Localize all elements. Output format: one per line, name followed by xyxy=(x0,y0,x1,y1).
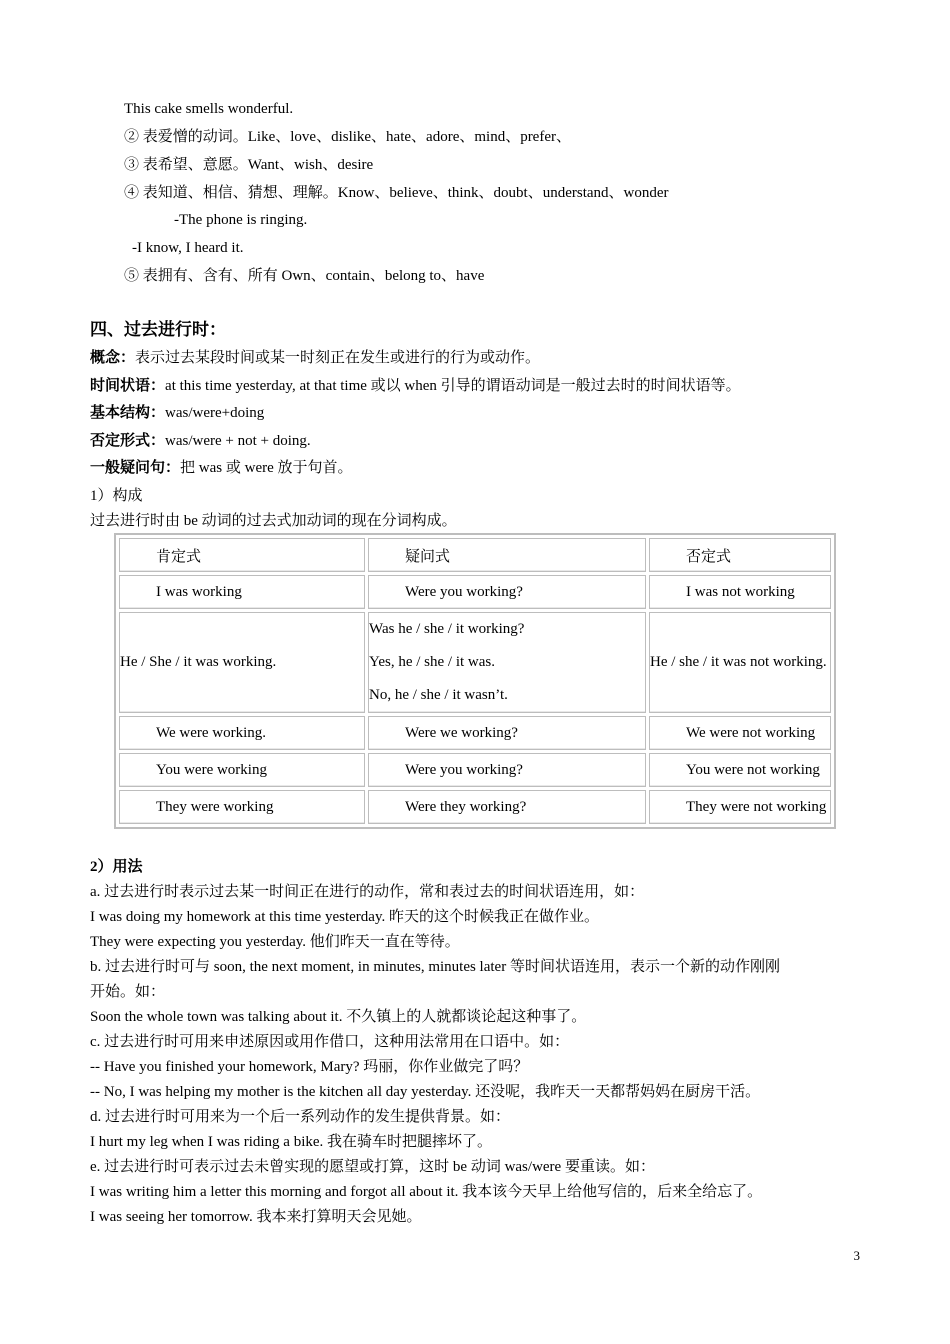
definition-text: at this time yesterday, at that time 或以 when 引导的谓语动词是一般过去时的时间状语等。 xyxy=(165,378,741,394)
cell-negative: You were not working xyxy=(649,753,831,787)
cell-affirmative: They were working xyxy=(119,790,365,824)
cell-affirmative: You were working xyxy=(119,753,365,787)
structure-text: 过去进行时由 be 动词的过去式加动词的现在分词构成。 xyxy=(90,513,457,529)
cell-negative: I was not working xyxy=(649,575,831,609)
usage-line: e. 过去进行时可表示过去未曾实现的愿望或打算，这时 be 动词 was/were 要重读。如： xyxy=(90,1159,655,1175)
cell-affirmative: We were working. xyxy=(119,716,365,750)
header-negative: 否定式 xyxy=(649,538,831,572)
intro-line: ③ 表希望、意愿。Want、wish、desire xyxy=(124,157,374,173)
intro-line: ④ 表知道、相信、猜想、理解。Know、believe、think、doubt、understand、wonder xyxy=(124,185,669,201)
cell-question xyxy=(368,612,646,713)
definition-structure xyxy=(90,403,264,423)
subheading-usage: 2）用法 xyxy=(90,859,143,875)
usage-line: a. 过去进行时表示过去某一时间正在进行的动作，常和表过去的时间状语连用，如： xyxy=(90,884,645,900)
definition-time-adverbial xyxy=(90,376,741,396)
intro-line: ② 表爱憎的动词。Like、love、dislike、hate、adore、mind、prefer、 xyxy=(124,129,571,145)
table-row xyxy=(119,612,831,713)
table-row xyxy=(119,753,831,787)
definition-separator: ： xyxy=(150,378,166,394)
question-line: Yes, he / she / it was. xyxy=(369,654,495,670)
definition-separator: ： xyxy=(150,405,166,421)
definition-label: 一般疑问句 xyxy=(90,460,166,476)
definition-separator: ： xyxy=(150,433,166,449)
definition-concept xyxy=(90,348,540,368)
cell-question: Were you working? xyxy=(368,575,646,609)
header-affirmative: 肯定式 xyxy=(119,538,365,572)
page-number: 3 xyxy=(853,1248,860,1263)
usage-line: I was seeing her tomorrow. 我本来打算明天会见她。 xyxy=(90,1209,422,1225)
definition-separator: ： xyxy=(165,460,181,476)
table-row xyxy=(119,716,831,750)
usage-line: I was doing my homework at this time yesterday. 昨天的这个时候我正在做作业。 xyxy=(90,909,599,925)
section-title: 四、过去进行时： xyxy=(90,320,226,339)
cell-affirmative: He / She / it was working. xyxy=(119,612,365,713)
usage-line: I was writing him a letter this morning and forgot all about it. 我本该今天早上给他写信的，后来全给忘了。 xyxy=(90,1184,763,1200)
definition-label: 基本结构 xyxy=(90,405,151,421)
usage-line: They were expecting you yesterday. 他们昨天一直在等待。 xyxy=(90,934,460,950)
intro-line: This cake smells wonderful. xyxy=(124,101,294,117)
dialog-line: -I know, I heard it. xyxy=(132,240,244,256)
definition-text: was/were + not + doing. xyxy=(165,433,311,449)
definition-label: 时间状语 xyxy=(90,378,151,394)
question-line: Was he / she / it working? xyxy=(369,621,525,637)
cell-question: Were we working? xyxy=(368,716,646,750)
table-header-row xyxy=(119,538,831,572)
table-row xyxy=(119,790,831,824)
header-question: 疑问式 xyxy=(368,538,646,572)
conjugation-table xyxy=(114,533,836,829)
usage-line: -- No, I was helping my mother is the kitchen all day yesterday. 还没呢，我昨天一天都帮妈妈在厨房干活。 xyxy=(90,1084,761,1100)
definition-label: 概念 xyxy=(90,350,121,366)
definition-text: 表示过去某段时间或某一时刻正在发生或进行的行为或动作。 xyxy=(135,350,541,366)
subheading-structure: 1）构成 xyxy=(90,488,143,504)
usage-line: I hurt my leg when I was riding a bike. 我在骑车时把腿摔坏了。 xyxy=(90,1134,493,1150)
intro-line: ⑤ 表拥有、含有、所有 Own、contain、belong to、have xyxy=(124,268,485,284)
definition-text: was/were+doing xyxy=(165,405,265,421)
usage-line: Soon the whole town was talking about it. 不久镇上的人就都谈论起这种事了。 xyxy=(90,1009,587,1025)
definition-separator: ： xyxy=(120,350,136,366)
usage-line: b. 过去进行时可与 soon, the next moment, in minutes, minutes later 等时间状语连用，表示一个新的动作刚刚 xyxy=(90,959,780,975)
dialog-line: -The phone is ringing. xyxy=(174,212,308,228)
table-row xyxy=(119,575,831,609)
cell-negative: He / she / it was not working. xyxy=(649,612,831,713)
definition-question xyxy=(90,458,353,478)
cell-question: Were they working? xyxy=(368,790,646,824)
usage-line: c. 过去进行时可用来申述原因或用作借口，这种用法常用在口语中。如： xyxy=(90,1034,570,1050)
definition-label: 否定形式 xyxy=(90,433,151,449)
cell-negative: We were not working xyxy=(649,716,831,750)
definition-negative xyxy=(90,431,311,451)
cell-affirmative: I was working xyxy=(119,575,365,609)
usage-line: 开始。如： xyxy=(90,984,166,1000)
cell-negative: They were not working xyxy=(649,790,831,824)
question-line: No, he / she / it wasn’t. xyxy=(369,687,508,703)
cell-question: Were you working? xyxy=(368,753,646,787)
usage-line: d. 过去进行时可用来为一个后一系列动作的发生提供背景。如： xyxy=(90,1109,511,1125)
definition-text: 把 was 或 were 放于句首。 xyxy=(180,460,353,476)
usage-line: -- Have you finished your homework, Mary? 玛丽，你作业做完了吗？ xyxy=(90,1059,529,1075)
